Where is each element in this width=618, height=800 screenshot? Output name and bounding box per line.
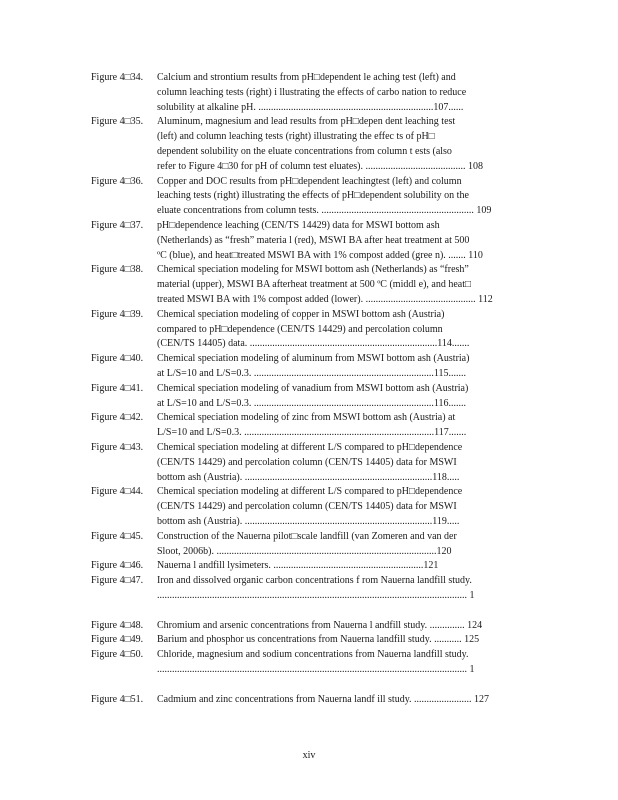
caption-line: Nauerna l andfill lysimeters. ............................................................121 (157, 560, 439, 572)
toc-entry (91, 648, 571, 678)
figure-caption (157, 633, 571, 648)
figure-caption (157, 308, 571, 352)
toc-entry (91, 382, 571, 412)
caption-line: Calcium and strontium results from pH□dependent le aching test (left) and (157, 72, 456, 83)
figure-caption (157, 441, 571, 485)
caption-line: (Netherlands) as “fresh” materia l (red), MSWI BA after heat treatment at 500 (157, 234, 470, 246)
toc-entry (91, 219, 571, 263)
toc-entry (91, 530, 571, 560)
caption-line: material (upper), MSWI BA afterheat treatment at 500 ºC (middl e), and heat□ (157, 279, 472, 291)
caption-line: Chemical speciation modeling of vanadium from MSWI bottom ash (Austria) (157, 382, 469, 394)
toc-entry (91, 693, 571, 708)
spacer (91, 678, 571, 693)
caption-line: eluate concentrations from column tests. ............................................................. 109 (157, 205, 492, 217)
caption-line: (left) and column leaching tests (right) illustrating the effec ts of pH□ (157, 131, 435, 143)
figure-label: Figure 4□48. (91, 619, 144, 631)
figure-label: Figure 4□35. (91, 116, 144, 128)
figure-label: Figure 4□37. (91, 219, 144, 231)
figure-caption (157, 71, 571, 115)
caption-line: treated MSWI BA with 1% compost added (lower). ............................................ 112 (157, 293, 493, 305)
figure-caption (157, 485, 571, 529)
caption-line: column leaching tests (right) i llustrating the effects of carbo nation to reduce (157, 86, 467, 98)
caption-line: dependent solubility on the eluate concentrations from column t ests (also (157, 145, 452, 157)
spacer (91, 604, 571, 619)
toc-entry (91, 352, 571, 382)
caption-line: leaching tests (right) illustrating the effects of pH□dependent solubility on the (157, 190, 469, 202)
caption-line: Chemical speciation modeling for MSWI bottom ash (Netherlands) as “fresh” (157, 264, 469, 276)
toc-entry (91, 574, 571, 604)
caption-line: Chemical speciation modeling of aluminum from MSWI bottom ash (Austria) (157, 353, 470, 365)
toc-entry (91, 175, 571, 219)
figure-caption (157, 263, 571, 307)
caption-line: Iron and dissolved organic carbon concentrations f rom Nauerna landfill study. (157, 575, 472, 587)
caption-line: Sloot, 2006b). ........................................................................................120 (157, 545, 452, 557)
figure-label: Figure 4□38. (91, 264, 144, 276)
figure-caption (157, 693, 571, 708)
figure-label: Figure 4□45. (91, 530, 144, 542)
figure-label: Figure 4□47. (91, 575, 144, 587)
toc-entry (91, 263, 571, 307)
figure-label: Figure 4□43. (91, 441, 144, 453)
figure-caption (157, 352, 571, 382)
caption-line: Chemical speciation modeling of zinc from MSWI bottom ash (Austria) at (157, 412, 456, 424)
page-number: xiv (302, 750, 316, 761)
caption-line: solubility at alkaline pH. ......................................................................107...... (157, 101, 464, 113)
caption-line: Chemical speciation modeling at different L/S compared to pH□dependence (157, 441, 463, 453)
caption-line: Aluminum, magnesium and lead results from pH□depen dent leaching test (157, 116, 456, 128)
caption-line: L/S=10 and L/S=0.3. ............................................................................117....... (157, 427, 467, 439)
figure-caption (157, 559, 571, 574)
toc-entry (91, 485, 571, 529)
figure-caption (157, 382, 571, 412)
figure-label: Figure 4□40. (91, 353, 144, 365)
figure-label: Figure 4□42. (91, 412, 144, 424)
caption-line: Chloride, magnesium and sodium concentrations from Nauerna landfill study. (157, 649, 469, 661)
figure-label: Figure 4□44. (91, 486, 144, 498)
figure-label: Figure 4□51. (91, 693, 144, 705)
toc-entry (91, 619, 571, 634)
toc-entry (91, 71, 571, 115)
caption-line: ºC (blue), and heat□treated MSWI BA with 1% compost added (gree n). ....... 110 (157, 249, 483, 261)
caption-line: bottom ash (Austria). ...........................................................................118..... (157, 471, 460, 483)
list-of-figures (91, 71, 571, 708)
caption-line: (CEN/TS 14405) data. ...........................................................................114....... (157, 338, 470, 350)
toc-entry (91, 308, 571, 352)
figure-caption (157, 619, 571, 634)
toc-entry (91, 633, 571, 648)
figure-label: Figure 4□46. (91, 560, 144, 572)
caption-line: pH□dependence leaching (CEN/TS 14429) data for MSWI bottom ash (157, 219, 440, 231)
caption-line: bottom ash (Austria). ...........................................................................119..... (157, 515, 460, 527)
caption-line: Barium and phosphor us concentrations from Nauerna landfill study. ........... 125 (157, 634, 480, 646)
figure-caption (157, 411, 571, 441)
figure-caption (157, 115, 571, 174)
caption-line: Chemical speciation modeling at different L/S compared to pH□dependence (157, 486, 463, 498)
caption-line: at L/S=10 and L/S=0.3. ........................................................................116....... (157, 397, 466, 409)
caption-line: Construction of the Nauerna pilot□scale landfill (van Zomeren and van der (157, 530, 457, 542)
caption-line: Chemical speciation modeling of copper in MSWI bottom ash (Austria) (157, 308, 445, 320)
caption-line: Cadmium and zinc concentrations from Nauerna landf ill study. ....................... 127 (157, 693, 490, 705)
figure-label: Figure 4□50. (91, 649, 144, 661)
figure-caption (157, 530, 571, 560)
toc-entry (91, 411, 571, 441)
caption-line: Chromium and arsenic concentrations from Nauerna l andfill study. .............. 124 (157, 619, 483, 631)
caption-line: ............................................................................................................................ 1 (157, 589, 475, 601)
figure-label: Figure 4□36. (91, 175, 144, 187)
figure-caption (157, 574, 571, 604)
figure-label: Figure 4□39. (91, 308, 144, 320)
toc-entry (91, 115, 571, 174)
figure-caption (157, 648, 571, 678)
figure-caption (157, 175, 571, 219)
figure-label: Figure 4□34. (91, 72, 144, 83)
caption-line: at L/S=10 and L/S=0.3. ........................................................................115....... (157, 367, 466, 379)
caption-line: (CEN/TS 14429) and percolation column (CEN/TS 14405) data for MSWI (157, 501, 457, 513)
caption-line: ............................................................................................................................ 1 (157, 664, 475, 676)
figure-caption (157, 219, 571, 263)
caption-line: compared to pH□dependence (CEN/TS 14429) and percolation column (157, 323, 443, 335)
caption-line: Copper and DOC results from pH□dependent leachingtest (left) and column (157, 175, 462, 187)
toc-entry (91, 559, 571, 574)
toc-entry (91, 441, 571, 485)
figure-label: Figure 4□49. (91, 634, 144, 646)
caption-line: (CEN/TS 14429) and percolation column (CEN/TS 14405) data for MSWI (157, 456, 457, 468)
figure-label: Figure 4□41. (91, 382, 144, 394)
caption-line: refer to Figure 4□30 for pH of column test eluates). ........................................ 108 (157, 160, 483, 172)
